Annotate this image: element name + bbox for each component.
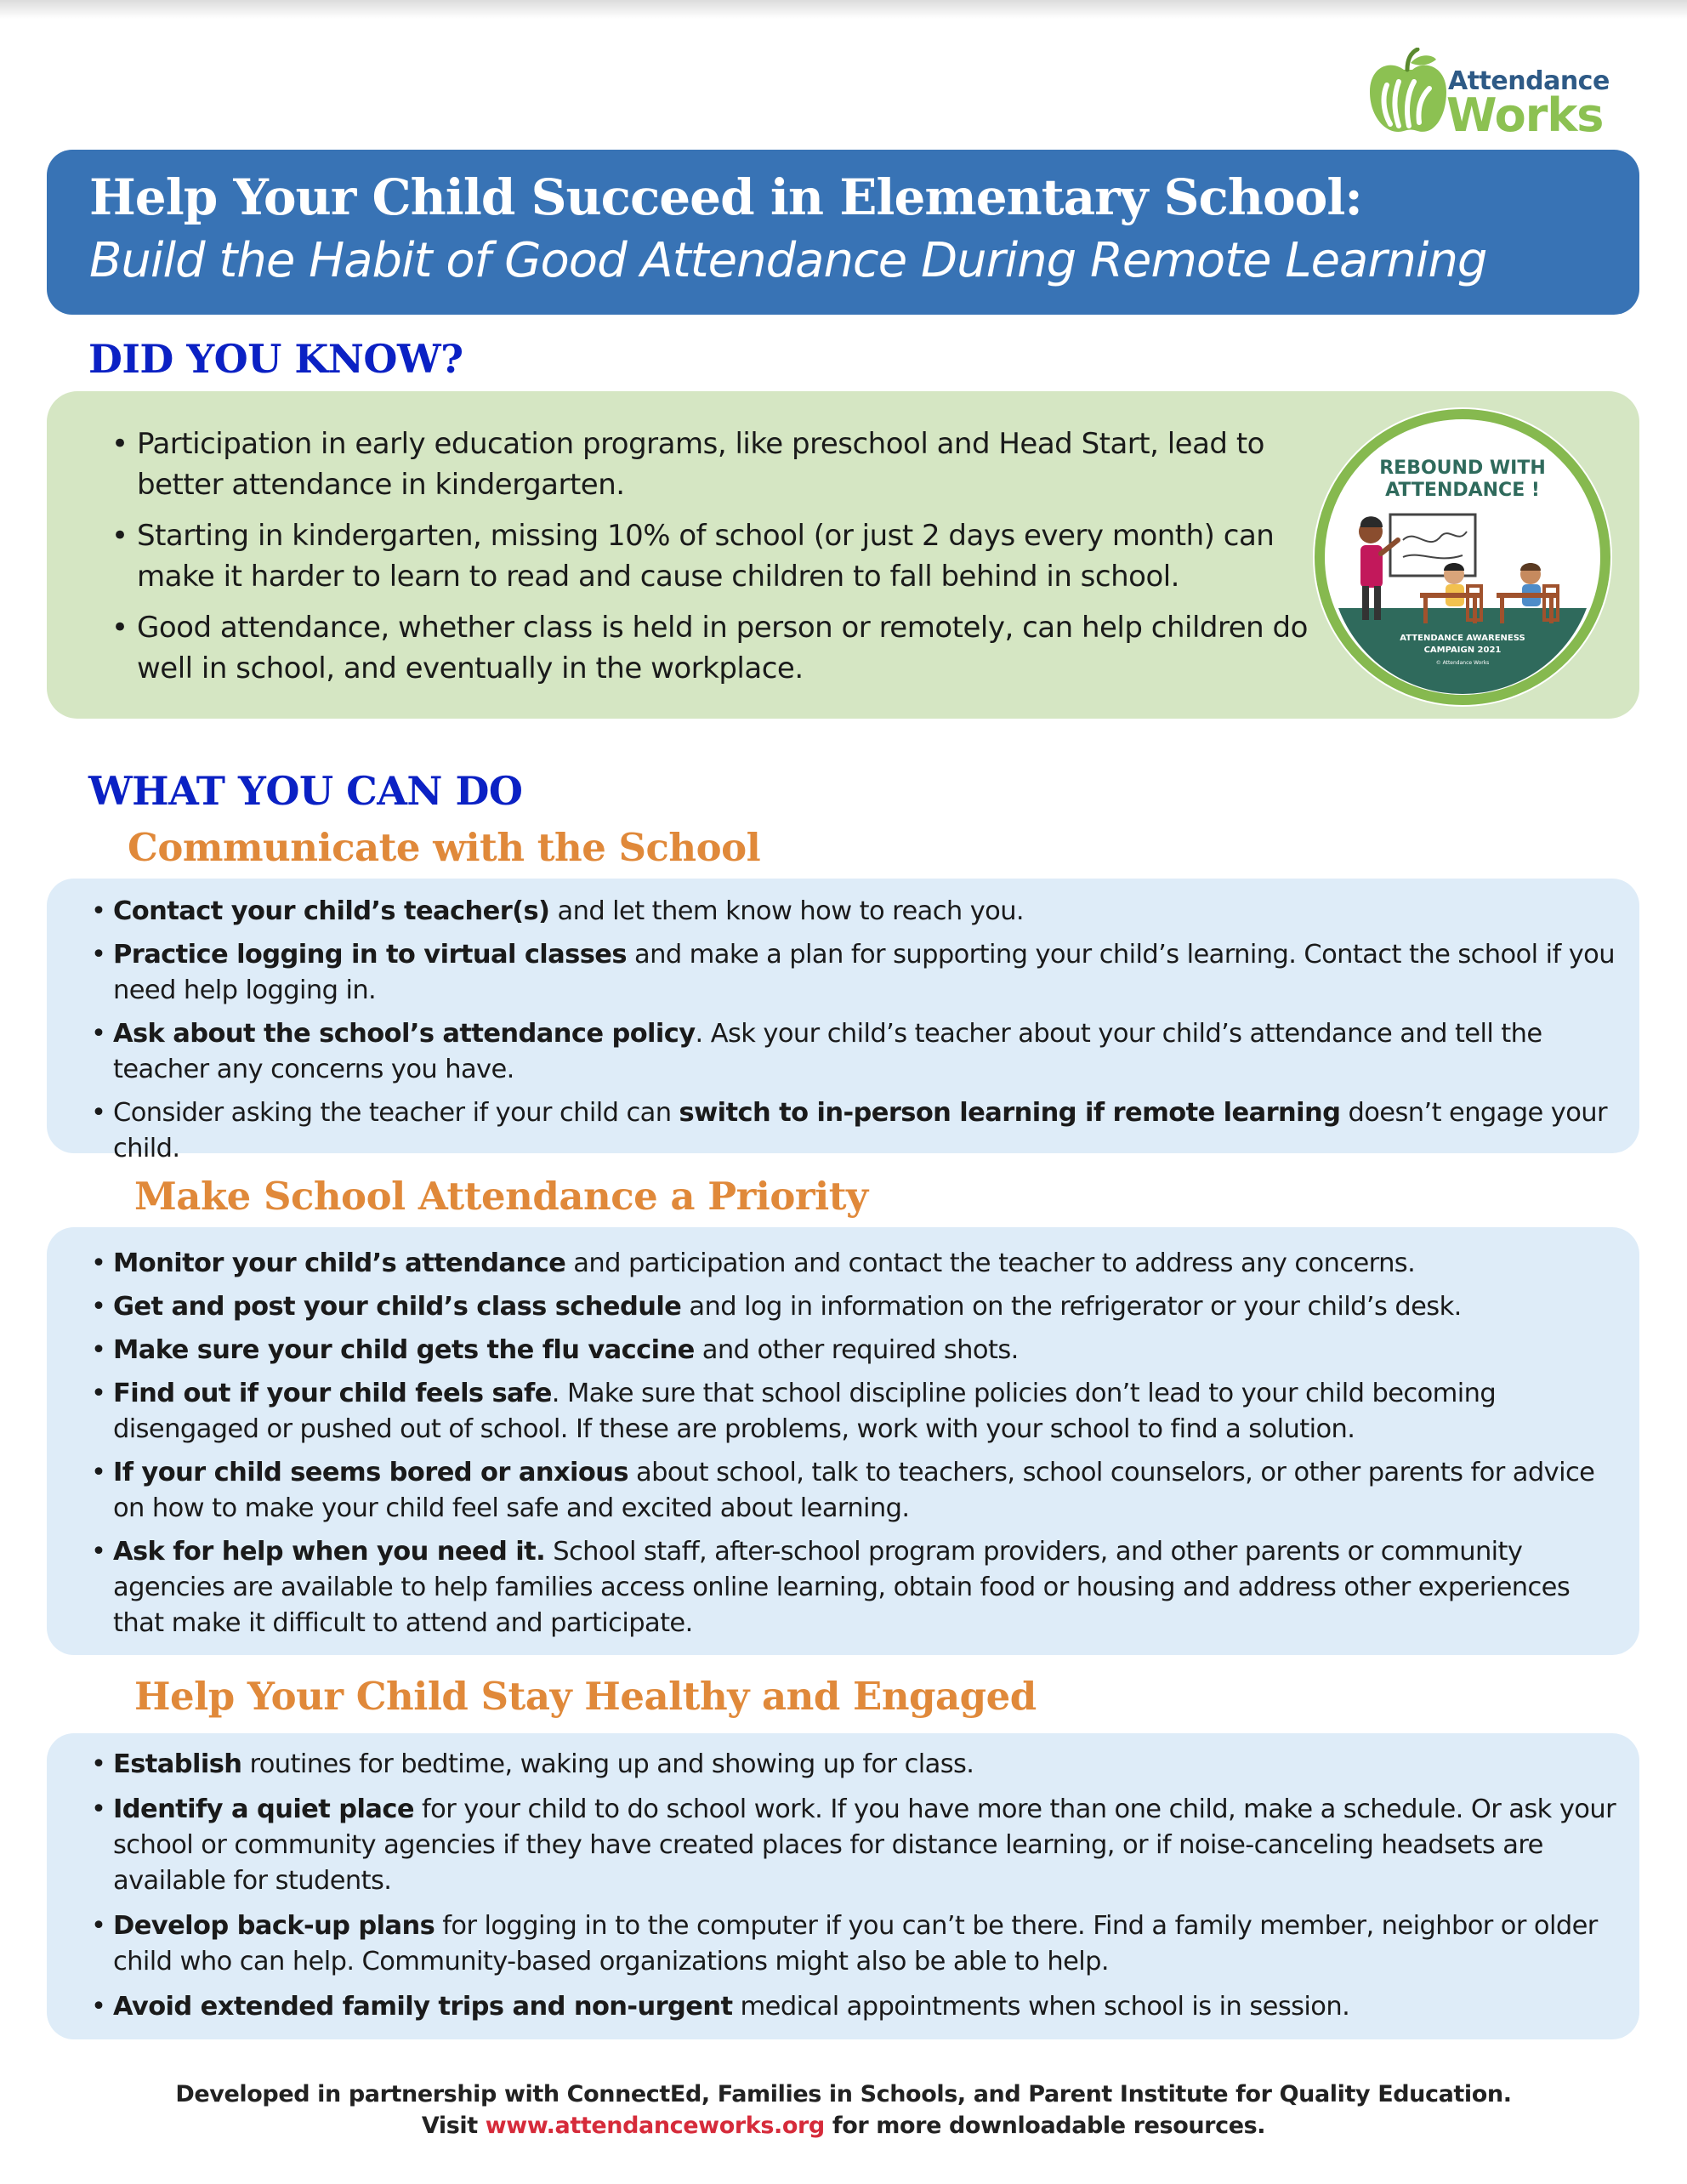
list-item: • Ask about the school’s attendance policy. Ask your child’s teacher about your child’s attendance and tell the teacher any concerns you have.	[91, 1016, 1622, 1088]
logo-text-works: Works	[1446, 88, 1604, 142]
list-item: • If your child seems bored or anxious about school, talk to teachers, school counselors, or other parents for advice on how to make your child feel safe and excited about learning.	[91, 1455, 1622, 1527]
healthy-list	[91, 1747, 1622, 2025]
badge-bottom-text-2: CAMPAIGN 2021	[1423, 646, 1502, 655]
badge-top-text-2: ATTENDANCE !	[1385, 480, 1540, 501]
communicate-heading: Communicate with the School	[128, 825, 761, 870]
list-item: • Develop back-up plans for logging in to the computer if you can’t be there. Find a family member, neighbor or older child who can help. Community-based organizations might also be able to help.	[91, 1908, 1622, 1980]
badge-bottom-text-1: ATTENDANCE AWARENESS	[1400, 634, 1525, 643]
footer-visit: Visit www.attendanceworks.org for more downloadable resources.	[421, 2113, 1266, 2139]
communicate-box	[47, 879, 1639, 1163]
website-link[interactable]: www.attendanceworks.org	[485, 2113, 825, 2139]
page-title: Help Your Child Succeed in Elementary School:	[89, 168, 1362, 226]
communicate-list	[91, 894, 1622, 1167]
list-item: • Contact your child’s teacher(s) and let them know how to reach you.	[91, 894, 1622, 930]
footer-partnership: Developed in partnership with ConnectEd, Families in Schools, and Parent Institute for Quality Education.	[175, 2081, 1512, 2107]
apple-hand-icon	[1365, 48, 1450, 143]
priority-box	[47, 1227, 1639, 1655]
did-you-know-list	[106, 424, 1339, 699]
title-banner	[47, 150, 1639, 315]
list-item: • Find out if your child feels safe. Make sure that school discipline policies don’t lead to your child becoming disengaged or pushed out of school. If these are problems, work with your school to find a solution.	[91, 1376, 1622, 1447]
page-top-shadow	[0, 0, 1687, 19]
rebound-attendance-badge	[1309, 404, 1616, 710]
list-item: • Establish routines for bedtime, waking up and showing up for class.	[91, 1747, 1622, 1783]
list-item: • Starting in kindergarten, missing 10% of school (or just 2 days every month) can make it harder to learn to read and cause children to fall behind in school.	[106, 515, 1339, 597]
list-item: • Make sure your child gets the flu vaccine and other required shots.	[91, 1333, 1622, 1368]
list-item: • Participation in early education programs, like preschool and Head Start, lead to better attendance in kindergarten.	[106, 424, 1339, 505]
list-item: • Good attendance, whether class is held in person or remotely, can help children do well in school, and eventually in the workplace.	[106, 607, 1339, 689]
list-item: • Consider asking the teacher if your child can switch to in-person learning if remote learning doesn’t engage your child.	[91, 1095, 1622, 1167]
badge-bottom-text-3: © Attendance Works	[1435, 660, 1490, 666]
priority-list	[91, 1246, 1622, 1641]
list-item: • Get and post your child’s class schedule and log in information on the refrigerator or your child’s desk.	[91, 1289, 1622, 1325]
list-item: • Identify a quiet place for your child to do school work. If you have more than one child, make a schedule. Or ask your school or community agencies if they have created places for distance learning, or if noise-canceling headsets are available for students.	[91, 1792, 1622, 1899]
list-item: • Monitor your child’s attendance and participation and contact the teacher to address any concerns.	[91, 1246, 1622, 1282]
list-item: • Avoid extended family trips and non-urgent medical appointments when school is in session.	[91, 1989, 1622, 2025]
list-item: • Practice logging in to virtual classes and make a plan for supporting your child’s learning. Contact the school if you need help logging in.	[91, 937, 1622, 1009]
logo-text-attendance: Attendance	[1448, 66, 1610, 96]
did-you-know-heading: DID YOU KNOW?	[88, 336, 463, 382]
priority-heading: Make School Attendance a Priority	[134, 1174, 868, 1219]
list-item: • Ask for help when you need it. School staff, after-school program providers, and other parents or community agencies are available to help families access online learning, obtain food or housing and address other experiences that make it difficult to attend and participate.	[91, 1534, 1622, 1641]
healthy-heading: Help Your Child Stay Healthy and Engaged	[134, 1674, 1037, 1719]
attendance-works-logo	[1365, 48, 1611, 143]
healthy-box	[47, 1733, 1639, 2039]
what-you-can-do-heading: WHAT YOU CAN DO	[88, 768, 523, 814]
badge-top-text-1: REBOUND WITH	[1379, 458, 1546, 479]
page-subtitle: Build the Habit of Good Attendance During Remote Learning	[89, 233, 1487, 288]
